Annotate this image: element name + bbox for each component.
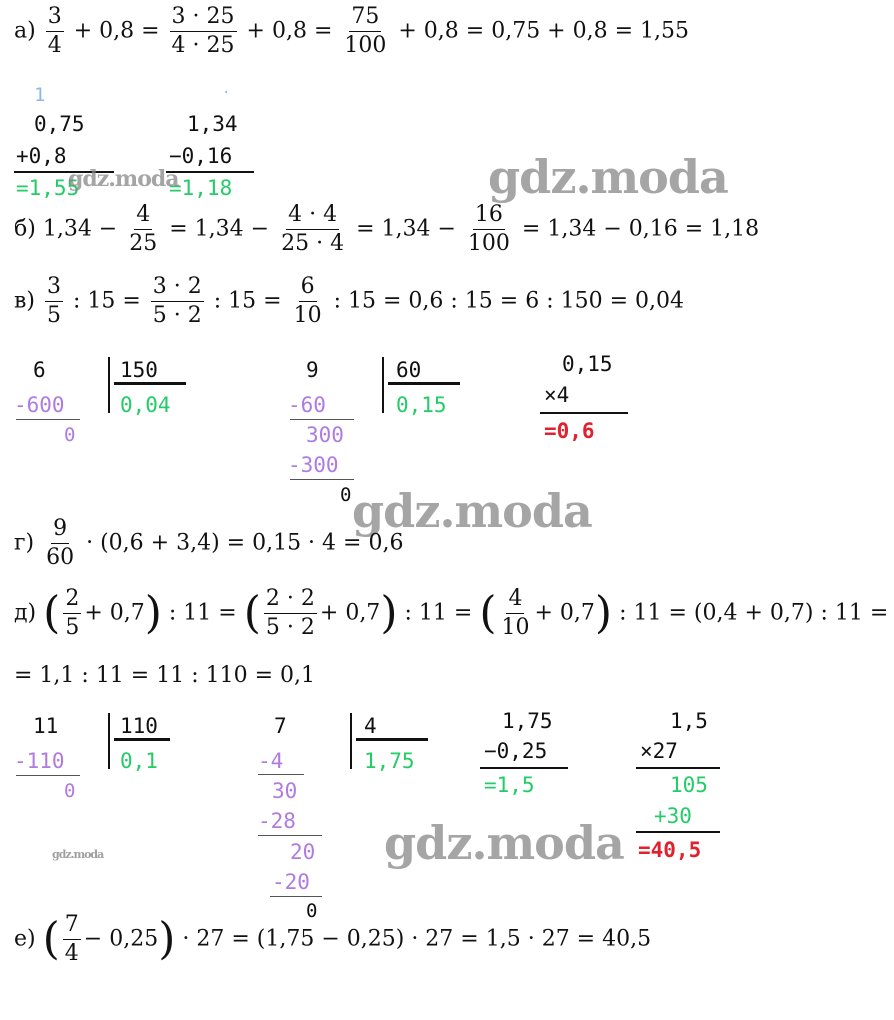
- part-label: в): [14, 288, 35, 314]
- part-e-equation: е) ( $\frac{7}{4}$ − 0,25) · 27 = (1,75 − 0,25) · 27 = 1,5 · 27 = 40,5: [14, 912, 652, 966]
- fraction: $\frac{3}{5}$: [46, 274, 61, 328]
- fraction: $\frac{3}{4}$: [47, 4, 62, 58]
- divisor-line: [114, 382, 186, 385]
- calc-line: [290, 419, 354, 420]
- quotient: 0,15: [396, 393, 447, 417]
- subtrahend: -110: [14, 749, 65, 773]
- calc-line: [636, 831, 720, 833]
- divisor: 4: [364, 714, 377, 738]
- fraction: $\frac{4}{25}$: [129, 202, 158, 256]
- fraction: $\frac{7}{4}$: [64, 912, 79, 966]
- watermark-logo: gdz.moda: [68, 166, 179, 192]
- part-label: е): [14, 926, 36, 952]
- borrow-mark: ·: [222, 85, 231, 101]
- subtrahend: -60: [288, 393, 326, 417]
- partial-remainder: 300: [306, 423, 344, 447]
- part-label: а): [14, 18, 36, 44]
- partial-remainder: 20: [290, 840, 316, 864]
- division-bar: [108, 713, 110, 769]
- division-bar: [382, 357, 384, 413]
- division-bar: [108, 357, 110, 413]
- fraction: $\frac{9}{60}$: [46, 516, 75, 570]
- quotient: 0,04: [120, 393, 171, 417]
- watermark-logo: gdz.moda: [488, 150, 728, 204]
- part-d-equation-line1: д) ( $\frac{2}{5}$ + 0,7) : 11 = ( $\frac{2 \cdot 2}{5 \cdot 2}$ + 0,7) : 11 = ( $\frac{4}{10}$ + 0,7) : 11 = (0,4 + 0,7) : 11 =: [14, 586, 889, 640]
- calc-line: [290, 479, 354, 480]
- partial-remainder: 30: [272, 779, 298, 803]
- divisor: 110: [120, 714, 158, 738]
- calc-line: [540, 412, 628, 414]
- calc-result: =1,18: [169, 176, 233, 200]
- divisor: 150: [120, 358, 158, 382]
- remainder: 0: [340, 484, 352, 506]
- fraction: $\frac{16}{100}$: [467, 202, 510, 256]
- quotient: 0,1: [120, 749, 158, 773]
- part-a-equation: а) $\frac{3}{4}$ + 0,8 = $\frac{3 \cdot 25}{4 \cdot 25}$ + 0,8 = $\frac{75}{100}$ + 0,8 = 0,75 + 0,8 = 1,55: [14, 4, 690, 58]
- calc-row: ×4: [544, 383, 570, 407]
- watermark-logo: gdz.moda: [52, 848, 104, 861]
- remainder: 0: [64, 780, 76, 802]
- left-paren: (: [479, 587, 497, 639]
- calc-row: 1,75: [502, 709, 553, 733]
- calc-row: +0,8: [16, 144, 67, 168]
- calc-row: 0,15: [562, 352, 613, 376]
- left-paren: (: [43, 587, 61, 639]
- right-paren: ): [380, 587, 398, 639]
- calc-row: 1,34: [187, 112, 238, 136]
- calc-row: ×27: [640, 739, 678, 763]
- fraction: $\frac{2}{5}$: [65, 586, 80, 640]
- watermark-logo: gdz.moda: [384, 816, 624, 870]
- divisor-line: [388, 382, 460, 385]
- subtrahend: -300: [288, 453, 339, 477]
- fraction: $\frac{2 \cdot 2}{5 \cdot 2}$: [265, 586, 315, 640]
- calc-line: [166, 171, 254, 173]
- calc-line: [258, 774, 304, 775]
- partial-product: +30: [654, 804, 692, 828]
- dividend: 6: [33, 358, 46, 382]
- calc-row: 0,75: [34, 112, 85, 136]
- right-paren: ): [158, 913, 176, 965]
- calc-line: [480, 767, 568, 769]
- carry-digit: 1: [34, 84, 46, 106]
- right-paren: ): [594, 587, 613, 639]
- calc-line: [16, 775, 80, 776]
- calc-line: [270, 896, 322, 897]
- part-v-equation: в) $\frac{3}{5}$ : 15 = $\frac{3 \cdot 2}{5 \cdot 2}$ : 15 = $\frac{6}{10}$ : 15 = 0,6 : 15 = 6 : 150 = 0,04: [14, 274, 685, 328]
- fraction: $\frac{3 \cdot 2}{5 \cdot 2}$: [152, 274, 202, 328]
- watermark-logo: gdz.moda: [352, 484, 592, 538]
- calc-line: [636, 767, 720, 769]
- part-b-equation: б) 1,34 − $\frac{4}{25}$ = 1,34 − $\frac{4 \cdot 4}{25 \cdot 4}$ = 1,34 − $\frac{16}{100}$ = 1,34 − 0,16 = 1,18: [14, 202, 760, 256]
- fraction: $\frac{4 \cdot 4}{25 \cdot 4}$: [281, 202, 345, 256]
- subtrahend: -28: [258, 809, 296, 833]
- subtrahend: -20: [272, 870, 310, 894]
- division-bar: [350, 713, 352, 769]
- calc-line: [16, 419, 80, 420]
- calc-row: −0,25: [484, 739, 548, 763]
- calc-line: [258, 835, 322, 836]
- left-paren: (: [243, 587, 261, 639]
- part-label: б): [14, 216, 36, 242]
- remainder: 0: [306, 900, 318, 922]
- divisor-line: [114, 738, 170, 741]
- fraction: $\frac{4}{10}$: [501, 586, 530, 640]
- part-label: д): [14, 600, 37, 626]
- remainder: 0: [64, 424, 76, 446]
- subtrahend: -600: [14, 393, 65, 417]
- fraction: $\frac{6}{10}$: [293, 274, 322, 328]
- calc-result: =1,5: [484, 773, 535, 797]
- partial-product: 105: [670, 773, 708, 797]
- calc-row: 1,5: [670, 709, 708, 733]
- divisor-line: [356, 738, 428, 741]
- dividend: 7: [274, 714, 287, 738]
- fraction: $\frac{75}{100}$: [344, 4, 387, 58]
- part-d-equation-line2: = 1,1 : 11 = 11 : 110 = 0,1: [14, 663, 316, 688]
- calc-result: =40,5: [638, 838, 702, 862]
- calc-result: =0,6: [544, 419, 595, 443]
- fraction: $\frac{3 \cdot 25}{4 \cdot 25}$: [171, 4, 235, 58]
- quotient: 1,75: [364, 749, 415, 773]
- calc-result: =1,55: [16, 176, 80, 200]
- subtrahend: -4: [258, 749, 284, 773]
- dividend: 11: [33, 714, 59, 738]
- calc-row: −0,16: [169, 144, 233, 168]
- part-g-equation: г) $\frac{9}{60}$ · (0,6 + 3,4) = 0,15 · 4 = 0,6: [14, 516, 404, 570]
- left-paren: (: [42, 913, 60, 965]
- dividend: 9: [306, 358, 319, 382]
- right-paren: ): [144, 587, 162, 639]
- part-label: г): [14, 530, 35, 556]
- divisor: 60: [396, 358, 422, 382]
